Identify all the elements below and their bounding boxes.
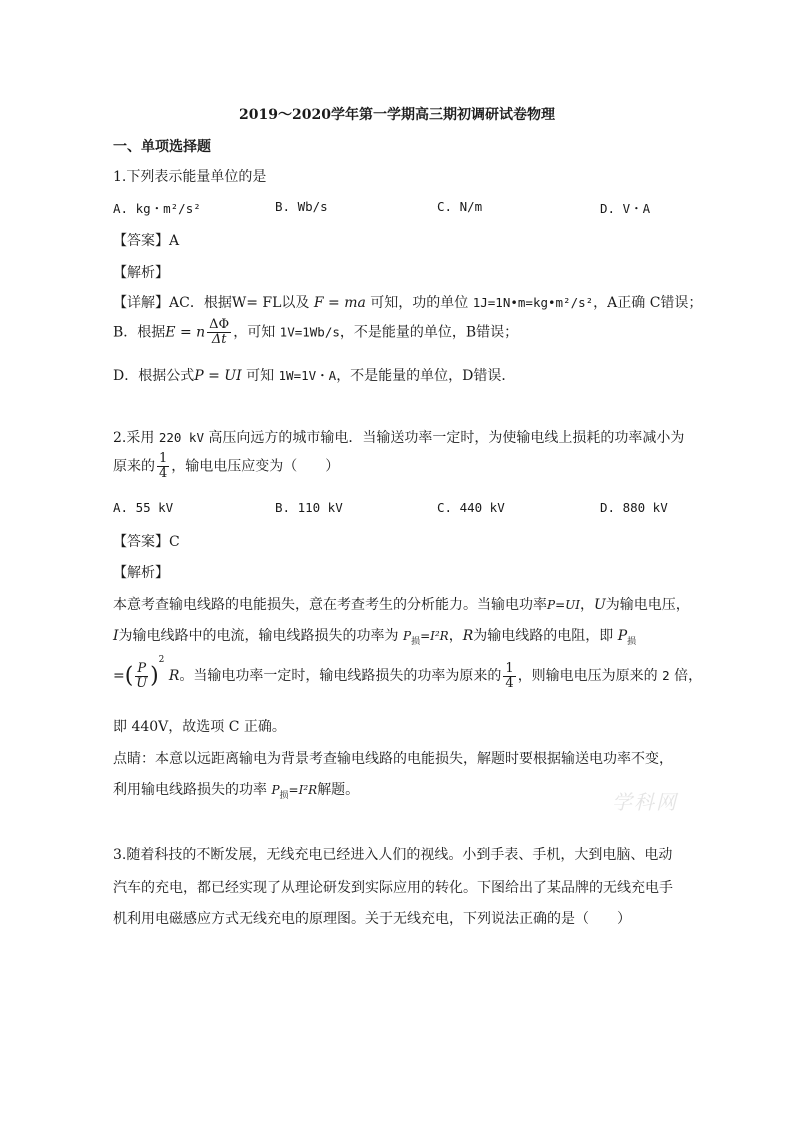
left-paren: ( (124, 663, 134, 689)
fraction-numerator: P (137, 660, 147, 676)
equals-sign: = (113, 668, 125, 684)
q2-symbol-r: R (462, 628, 474, 644)
q1-formula-newton: F = ma (313, 295, 366, 311)
q2-analysis-line1 (113, 594, 690, 614)
q1-b-prefix: B．根据 (113, 324, 166, 341)
q1-option-c: C. N/m (437, 199, 483, 214)
fraction-denominator: Δt (211, 332, 227, 347)
q2-analysis-text: 为输电线路的电阻，即 (473, 628, 614, 644)
q1-b-mid: ，可知 (233, 324, 276, 341)
q2-analysis-text: 为输电线路中的电流，输电线路损失的功率为 (118, 628, 399, 644)
q2-voltage: 220 kV (158, 430, 204, 445)
q2-stem-text: 2.采用 (113, 430, 155, 446)
q2-stem-text: ，输电电压应变为（ ） (171, 458, 340, 475)
q2-option-a: A. 55 kV (113, 500, 174, 515)
q2-stem-text: 原来的 (113, 458, 155, 475)
q2-symbol-r: R (168, 668, 180, 684)
q2-note-line2 (113, 779, 359, 801)
q2-formula-loss: =I²R (420, 629, 449, 643)
q2-symbol-p: P (271, 783, 280, 797)
q1-unit-expression: 1J=1N•m=kg•m²/s² (472, 295, 594, 310)
q2-stem-text: 高压向远方的城市输电．当输送功率一定时，为使输电线上损耗的功率减小为 (208, 430, 685, 446)
q2-analysis-line4: 即 440V，故选项 C 正确。 (113, 719, 286, 735)
q2-option-d: D. 880 kV (600, 500, 668, 515)
q1-d-prefix: D．根据公式 (113, 368, 195, 384)
right-paren: ) (150, 663, 159, 689)
q2-note-line1: 点睛：本意以远距离输电为背景考查输电线路的电能损失，解题时要根据输送电功率不变， (113, 751, 673, 767)
q1-option-b-explanation (113, 318, 518, 347)
q1-analysis-label: 【解析】 (113, 265, 169, 281)
q1-b-fraction (207, 318, 231, 347)
fraction-numerator: ΔΦ (209, 317, 230, 332)
q1-b-suffix: ，不是能量的单位，B错误； (339, 324, 519, 341)
q1-d-mid: 可知 (246, 368, 275, 384)
q2-analysis-text: ， (579, 597, 594, 613)
question-3-line1: 3.随着科技的不断发展，无线充电已经进入人们的视线。小到手表、手机，大到电脑、电动 (113, 847, 673, 863)
q1-d-formula: P = UI (194, 368, 242, 384)
q2-subscript-loss: 损 (627, 636, 637, 647)
q2-option-c: C. 440 kV (437, 500, 505, 515)
q2-subscript-loss: 损 (411, 636, 421, 647)
question-3-line3: 机利用电磁感应方式无线充电的原理图。关于无线充电，下列说法正确的是（ ） (113, 911, 631, 927)
question-1-stem: 1.下列表示能量单位的是 (113, 169, 267, 185)
q2-note-text: 解题。 (317, 782, 360, 798)
q2-symbol-i: I (113, 628, 119, 644)
q1-answer: 【答案】A (113, 233, 180, 249)
q2-formula-power: P=UI (547, 598, 580, 612)
q1-d-units: 1W=1V・A (278, 368, 337, 383)
q2-analysis-text: 倍， (674, 668, 703, 684)
q2-analysis-text: ， (448, 628, 463, 644)
q1-b-formula: E = n (165, 324, 206, 341)
section-heading: 一、单项选择题 (113, 139, 211, 155)
q1-option-b: B. Wb/s (275, 199, 328, 214)
q2-formula-loss: =I²R (288, 783, 318, 797)
question-2-stem-line2 (113, 452, 339, 481)
q2-note-text: 利用输电线路损失的功率 (113, 782, 267, 798)
q2-answer: 【答案】C (113, 534, 180, 550)
q2-factor: 2 (662, 668, 670, 683)
fraction-denominator: 4 (505, 675, 514, 691)
fraction-denominator: 4 (159, 466, 168, 481)
q2-subscript-loss: 损 (279, 790, 289, 801)
q2-analysis-text: 。当输电功率一定时，输电线路损失的功率为原来的 (179, 668, 502, 684)
q2-symbol-u: U (593, 597, 606, 613)
q2-analysis-text: ，则输电电压为原来的 (517, 668, 658, 684)
q1-detail-text: ，A正确 C错误； (593, 295, 703, 311)
q2-symbol-p: P (617, 628, 628, 644)
q2-analysis-text: 本意考查输电线路的电能损失，意在考查考生的分析能力。当输电功率 (113, 597, 547, 613)
q1-option-a: A. kg・m²/s² (113, 201, 201, 216)
q1-option-d-explanation (113, 365, 515, 385)
fraction-numerator: 1 (159, 451, 168, 466)
q1-option-d: D. V・A (600, 201, 651, 216)
q2-analysis-line3 (113, 655, 702, 691)
fraction-numerator: 1 (505, 660, 514, 676)
question-3-line2: 汽车的充电，都已经实现了从理论研发到实际应用的转化。下图给出了某品牌的无线充电手 (113, 880, 673, 896)
question-2-stem-line1 (113, 427, 684, 447)
q2-option-b: B. 110 kV (275, 500, 343, 515)
q2-analysis-line2 (113, 625, 636, 647)
exponent: 2 (158, 655, 165, 665)
q1-detail-text: 可知，功的单位 (370, 295, 469, 311)
q1-b-units: 1V=1Wb/s (279, 324, 340, 340)
q2-quarter-fraction (503, 662, 515, 691)
q1-d-suffix: ，不是能量的单位，D错误． (336, 368, 516, 384)
q2-analysis-text: 为输电电压， (605, 597, 690, 613)
q2-ratio-fraction (135, 662, 148, 691)
q2-fraction (157, 452, 169, 481)
document-title: 2019～2020学年第一学期高三期初调研试卷物理 (239, 107, 555, 123)
q2-analysis-label: 【解析】 (113, 565, 169, 581)
watermark: 学科网 (612, 790, 678, 814)
q2-symbol-p: P (402, 629, 412, 643)
q1-detail-line (113, 292, 702, 312)
q1-detail-text: 【详解】AC．根据W= FL以及 (113, 295, 310, 311)
fraction-denominator: U (136, 675, 148, 691)
